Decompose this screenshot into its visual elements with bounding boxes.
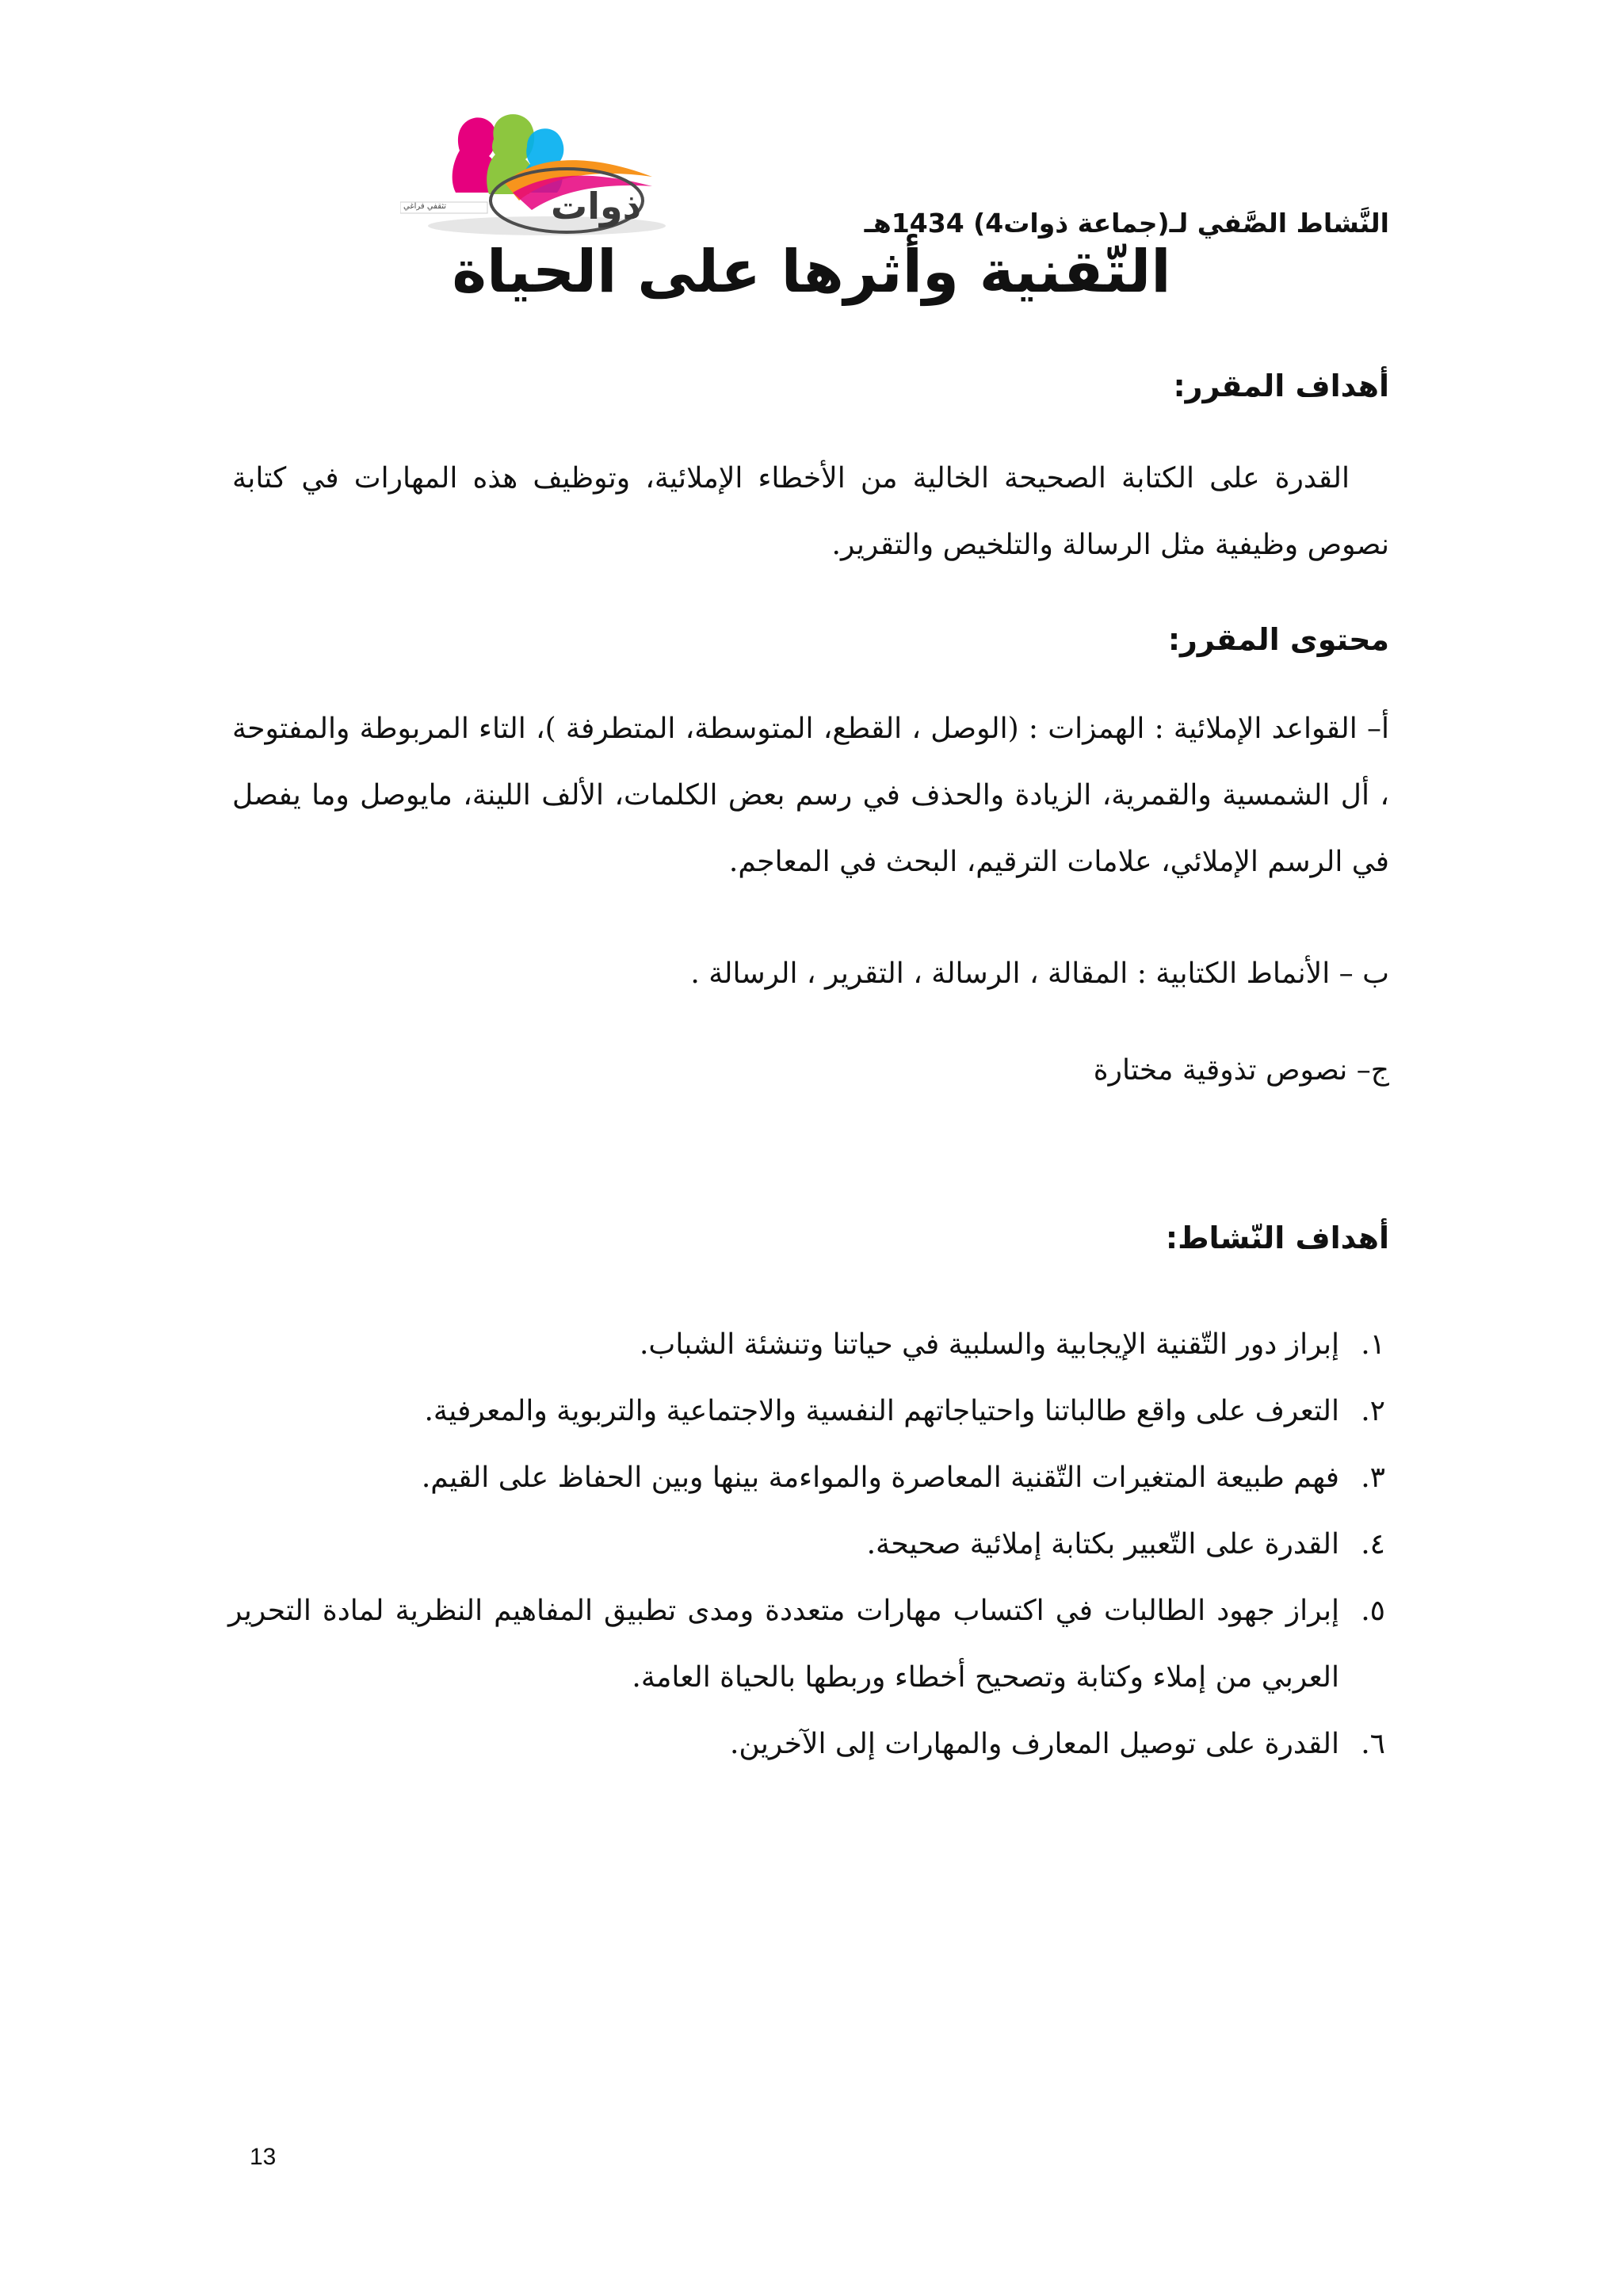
list-item-number: ٢. — [1361, 1395, 1385, 1427]
list-item-text: التعرف على واقع طالباتنا واحتياجاتهم النفسية والاجتماعية والتربوية والمعرفية. — [424, 1395, 1339, 1427]
logo-text: ذوات — [551, 185, 642, 227]
list-item-text: إبراز جهود الطالبات في اكتساب مهارات متعددة ومدى تطبيق المفاهيم النظرية لمادة التحرير العربي من إملاء وكتابة وتصحيح أخطاء وربطها بالحياة العامة. — [228, 1595, 1339, 1694]
course-goals-text: القدرة على الكتابة الصحيحة الخالية من الأخطاء الإملائية، وتوظيف هذه المهارات في كتابة نصوص وظيفية مثل الرسالة والتلخيص والتقرير. — [232, 462, 1389, 561]
dhawat-logo — [400, 107, 670, 242]
course-goals-heading: أهداف المقرر: — [1173, 369, 1389, 403]
list-item — [228, 1445, 1385, 1511]
activity-goals-heading: أهداف النّشاط: — [1165, 1221, 1389, 1255]
activity-header: النَّشاط الصَّفي لـ(جماعة ذوات4) 1434هـ — [864, 208, 1389, 239]
list-item-number: ١. — [1361, 1328, 1385, 1361]
list-item-number: ٣. — [1361, 1461, 1385, 1494]
list-item — [228, 1312, 1385, 1378]
list-item — [228, 1711, 1385, 1778]
list-item-text: إبراز دور التّقنية الإيجابية والسلبية في حياتنا وتنشئة الشباب. — [639, 1328, 1339, 1361]
page-number: 13 — [250, 2144, 277, 2170]
course-content-item-b: ب – الأنماط الكتابية : المقالة ، الرسالة ، التقرير ، الرسالة . — [690, 957, 1389, 990]
list-item-number: ٥. — [1361, 1595, 1385, 1627]
list-item-text: القدرة على توصيل المعارف والمهارات إلى الآخرين. — [729, 1728, 1339, 1760]
list-item — [228, 1378, 1385, 1445]
course-content-item-a: أ– القواعد الإملائية : الهمزات : (الوصل ، القطع، المتوسطة، المتطرفة )، التاء المربوطة والمفتوحة ، أل الشمسية والقمرية، الزيادة والحذف في رسم بعض الكلمات، الألف اللينة، مايوصل وما يفصل في الرسم الإملائي، علامات الترقيم، البحث في المعاجم. — [232, 712, 1389, 878]
list-item — [228, 1578, 1385, 1711]
activity-goals-list — [228, 1312, 1385, 1778]
list-item-text: فهم طبيعة المتغيرات التّقنية المعاصرة والمواءمة بينها وبين الحفاظ على القيم. — [421, 1461, 1339, 1494]
course-content-heading: محتوى المقرر: — [1167, 622, 1389, 657]
logo-tagline: تثقفي فراغي — [403, 202, 447, 211]
page-title: التّقنية وأثرها على الحياة — [452, 238, 1171, 306]
list-item-text: القدرة على التّعبير بكتابة إملائية صحيحة. — [866, 1528, 1339, 1561]
list-item-number: ٦. — [1361, 1728, 1385, 1760]
course-content-item-c: ج– نصوص تذوقية مختارة — [1093, 1054, 1389, 1087]
list-item-number: ٤. — [1361, 1528, 1385, 1561]
list-item — [228, 1511, 1385, 1578]
